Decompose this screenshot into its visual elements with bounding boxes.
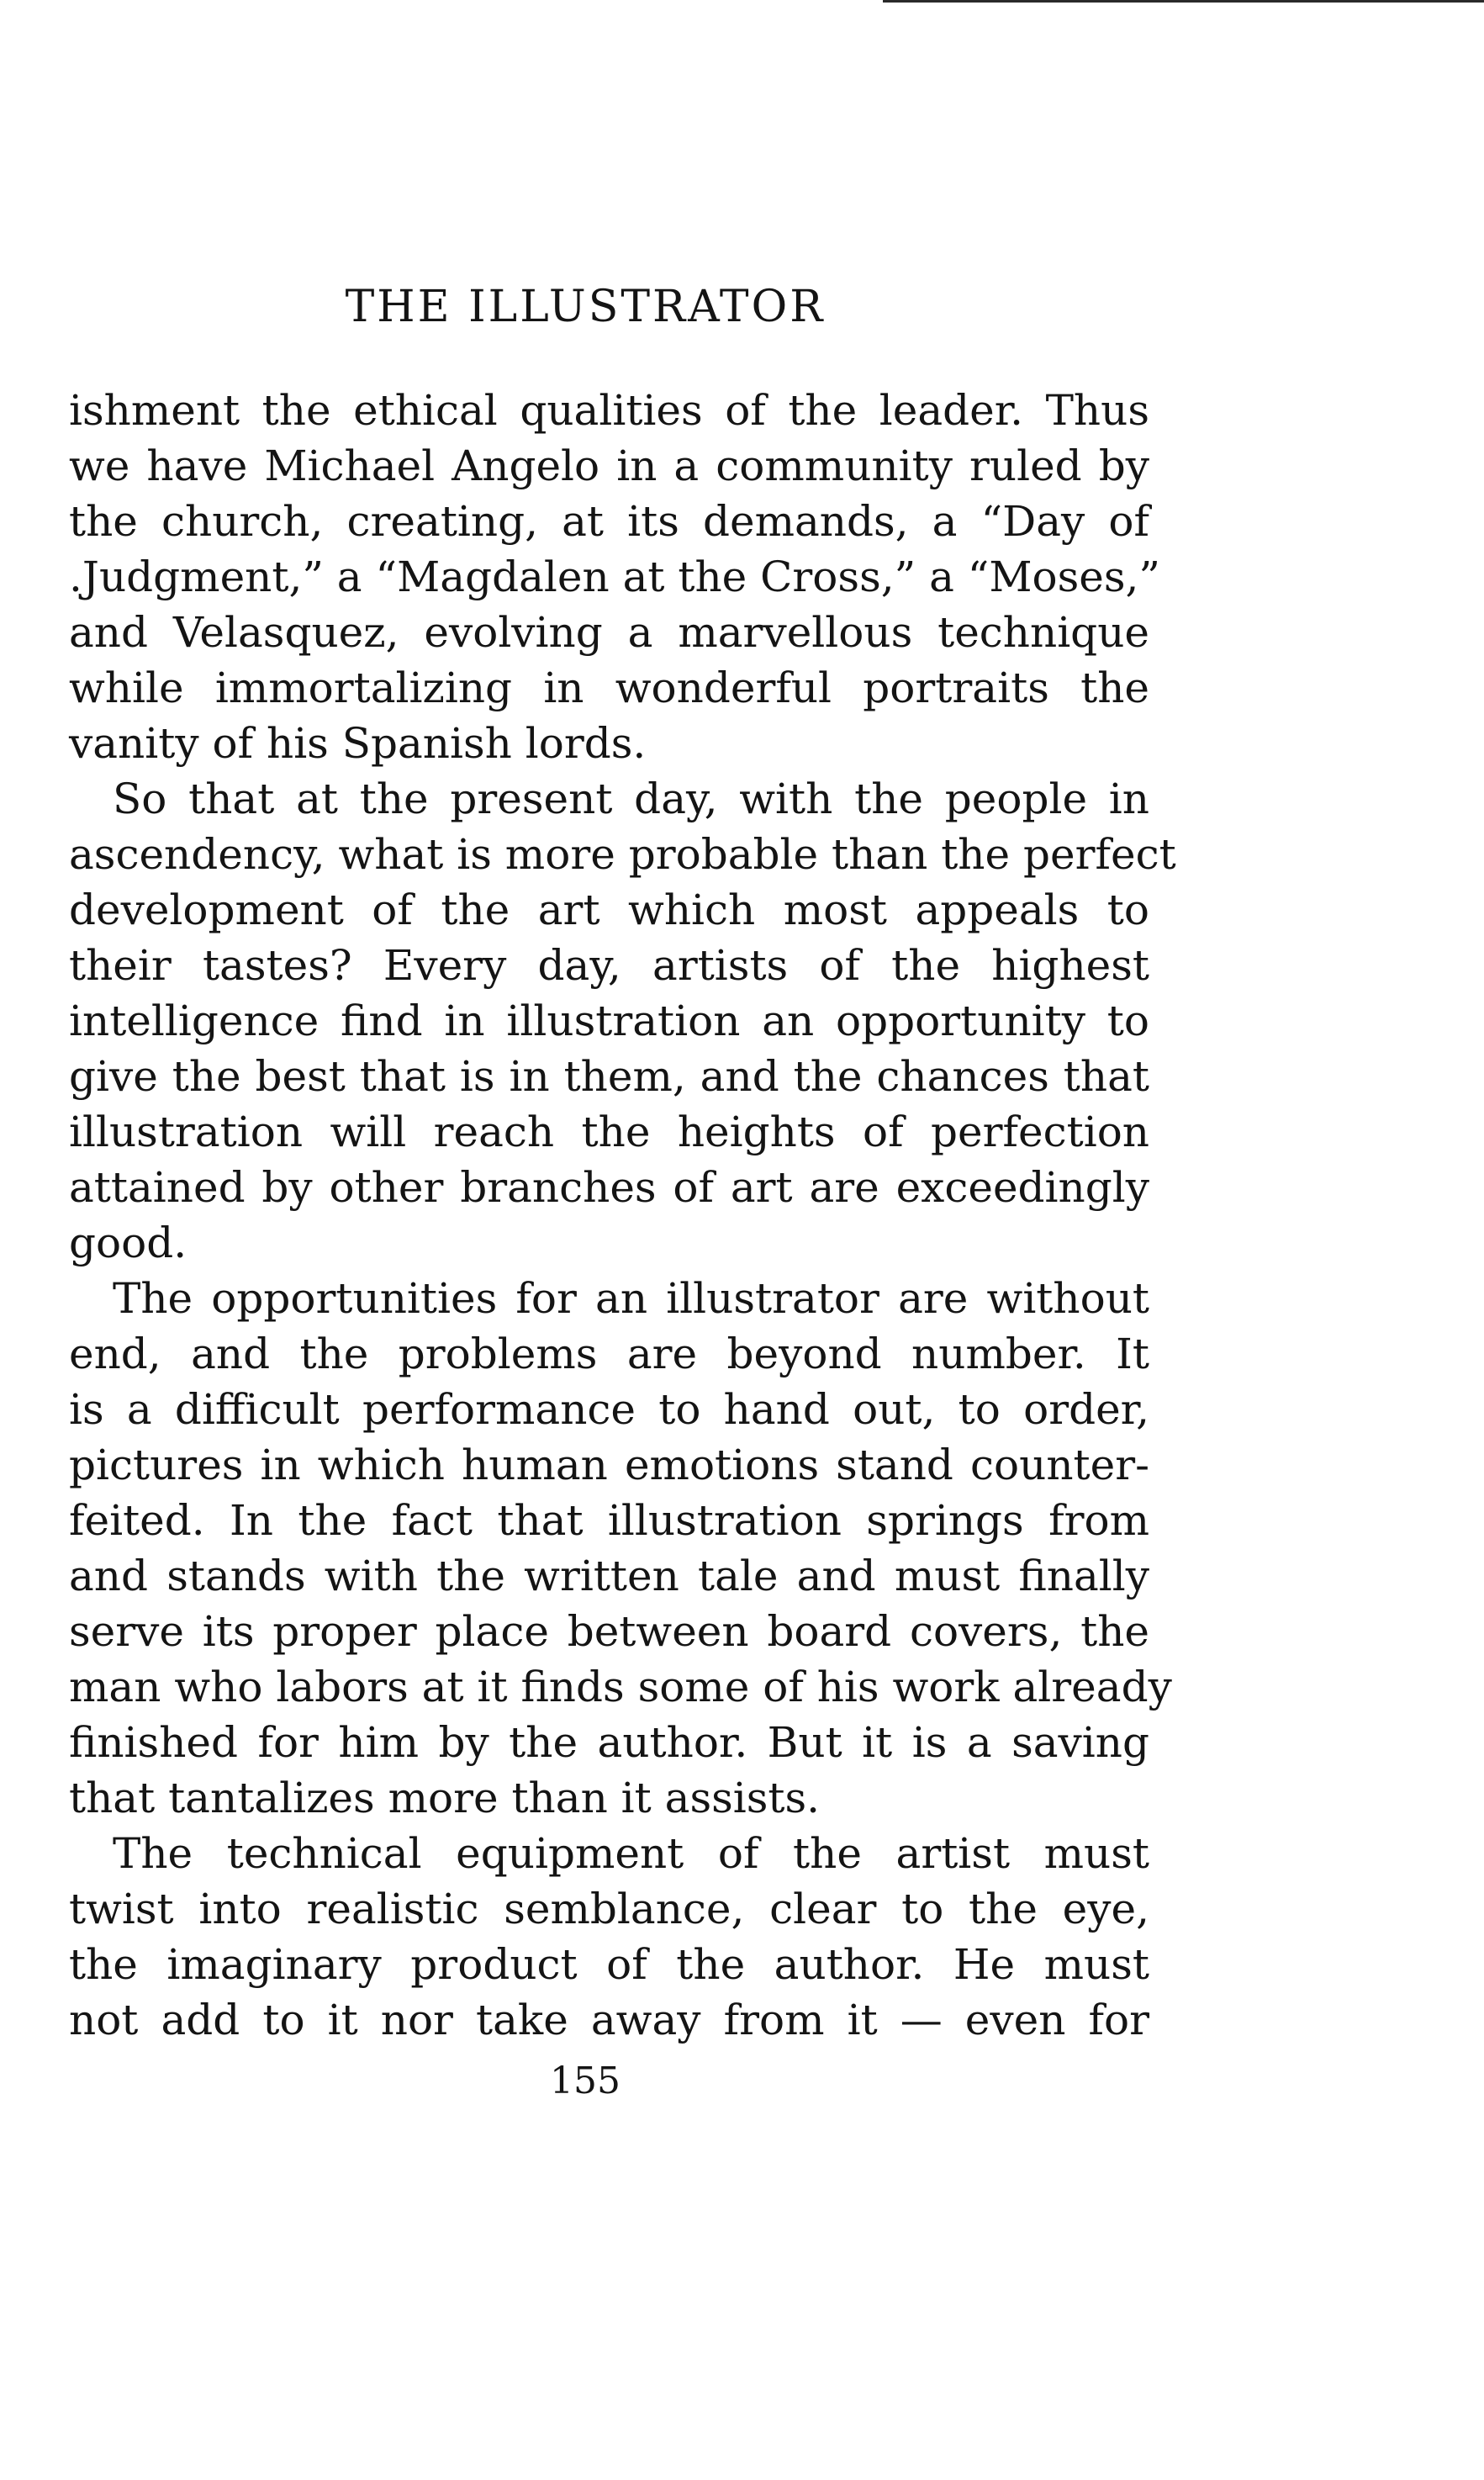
text-line: give the best that is in them, and the chances that (69, 1052, 1149, 1101)
paragraph (69, 1271, 1172, 1826)
text-line: feited. In the fact that illustration springs from (69, 1496, 1149, 1545)
body-text (69, 383, 1176, 2048)
text-line: the imaginary product of the author. He must (69, 1940, 1149, 1989)
running-head: THE ILLUSTRATOR (345, 282, 826, 332)
text-line: intelligence find in illustration an opportunity to (69, 997, 1149, 1045)
text-line: The technical equipment of the artist must (113, 1829, 1149, 1878)
text-line: ascendency, what is more probable than the perfect (69, 830, 1176, 879)
text-line: The opportunities for an illustrator are without (113, 1274, 1149, 1323)
text-line: the church, creating, at its demands, a “Day of (69, 497, 1149, 546)
top-edge-rule (883, 0, 1484, 3)
text-line: ishment the ethical qualities of the leader. Thus (69, 386, 1149, 435)
paragraph (69, 383, 1160, 771)
text-line: twist into realistic semblance, clear to the eye, (69, 1885, 1149, 1933)
paragraph (69, 771, 1176, 1271)
text-line: .Judgment,” a “Magdalen at the Cross,” a “Moses,” (69, 553, 1160, 601)
text-line: end, and the problems are beyond number. It (69, 1330, 1149, 1378)
text-line: So that at the present day, with the people in (113, 775, 1149, 823)
text-line: good. (69, 1219, 187, 1267)
text-line: serve its proper place between board covers, the (69, 1607, 1149, 1656)
text-line: man who labors at it finds some of his work already (69, 1663, 1172, 1711)
text-line: that tantalizes more than it assists. (69, 1774, 821, 1822)
text-line: we have Michael Angelo in a community ruled by (69, 442, 1149, 490)
text-line: vanity of his Spanish lords. (69, 719, 647, 768)
text-line: and Velasquez, evolving a marvellous technique (69, 608, 1149, 657)
text-line: their tastes? Every day, artists of the highest (69, 941, 1149, 990)
page-number: 155 (550, 2060, 621, 2102)
text-line: illustration will reach the heights of perfection (69, 1108, 1149, 1156)
text-line: development of the art which most appeals to (69, 886, 1149, 934)
text-line: attained by other branches of art are exceedingly (69, 1163, 1149, 1212)
paragraph (69, 1826, 1149, 2048)
text-line: finished for him by the author. But it is a saving (69, 1718, 1149, 1767)
text-line: is a difficult performance to hand out, to order, (69, 1385, 1149, 1434)
text-line: and stands with the written tale and must finally (69, 1552, 1149, 1600)
text-line: while immortalizing in wonderful portraits the (69, 664, 1149, 712)
text-line: not add to it nor take away from it — even for (69, 1996, 1149, 2044)
text-line: pictures in which human emotions stand counter- (69, 1441, 1149, 1489)
